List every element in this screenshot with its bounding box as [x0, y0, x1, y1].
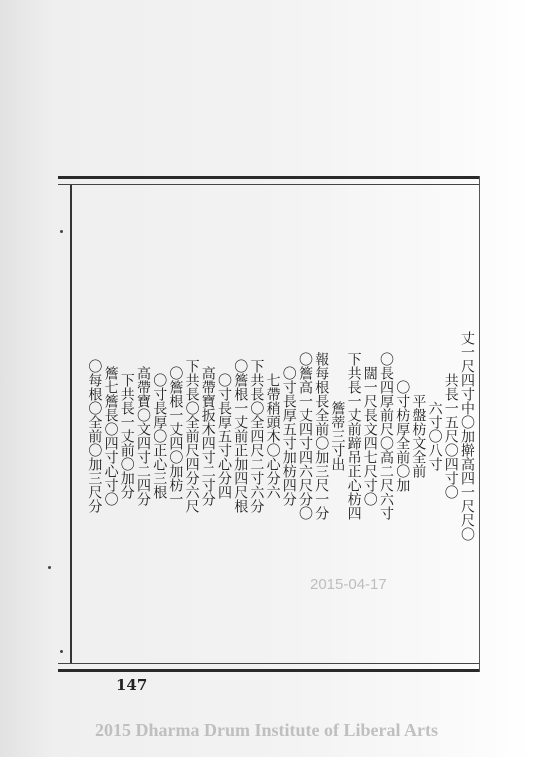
text-column: 簷七簷長〇四寸心寸〇: [102, 366, 119, 506]
text-column: 〇寸長厚〇正心三根: [151, 373, 168, 499]
margin-dot: [60, 230, 63, 233]
frame-inner-bottom-rule: [58, 663, 480, 664]
text-column: 〇每根〇全前〇加三尺分: [86, 359, 103, 513]
text-column: 下共長一丈前蹄吊正心枋四: [345, 352, 362, 520]
text-column: 簷蒂三寸出: [329, 401, 346, 471]
text-column: 〇簷高一丈四寸四六尺分〇: [297, 352, 313, 520]
text-column: 丈一尺四寸中〇加擀高四一尺尺〇: [459, 331, 475, 541]
text-column: 〇簷根一丈前正加四尺根: [232, 359, 249, 513]
text-column: 〇寸長厚五寸心分四: [216, 373, 232, 499]
text-column: 〇簷根一丈四〇加枋一: [167, 366, 184, 506]
text-column: 共長一五尺〇四寸〇: [442, 373, 459, 499]
watermark-organization: 2015 Dharma Drum Institute of Liberal Arts: [95, 720, 438, 740]
text-column: 高帶寶扳木四寸二寸分: [199, 366, 216, 506]
margin-dot: [60, 650, 63, 653]
text-column: 〇寸長厚五寸加枋四分: [280, 366, 297, 506]
text-column: 〇寸枋厚全前〇加: [394, 380, 411, 492]
text-column: 闊一尺長文四七尺寸〇: [361, 366, 378, 506]
page-number: 147: [116, 676, 148, 694]
text-column: 六寸〇八寸: [426, 401, 443, 471]
frame-inner-top-rule: [58, 184, 480, 185]
margin-dot: [48, 566, 51, 569]
watermark-date: 2015-04-17: [310, 576, 387, 593]
text-column: 下共長〇全四尺二寸六分: [248, 359, 265, 513]
text-column: 下共長〇全前尺四分六尺: [183, 359, 200, 513]
text-column: 報每根長全前〇加三尺一分: [313, 352, 330, 520]
text-column: 〇長四厚前尺〇高二尺六寸: [378, 352, 394, 520]
text-column: 七帶稍頭木〇心分六: [264, 373, 281, 499]
text-column: 平盤枋文全前: [410, 394, 427, 478]
text-column: 高帶寶〇文四寸二四分: [135, 366, 151, 506]
frame-right-rule: [479, 176, 480, 672]
frame-left-rule: [70, 185, 72, 663]
text-column: 下共長一丈前〇加分: [118, 373, 135, 499]
